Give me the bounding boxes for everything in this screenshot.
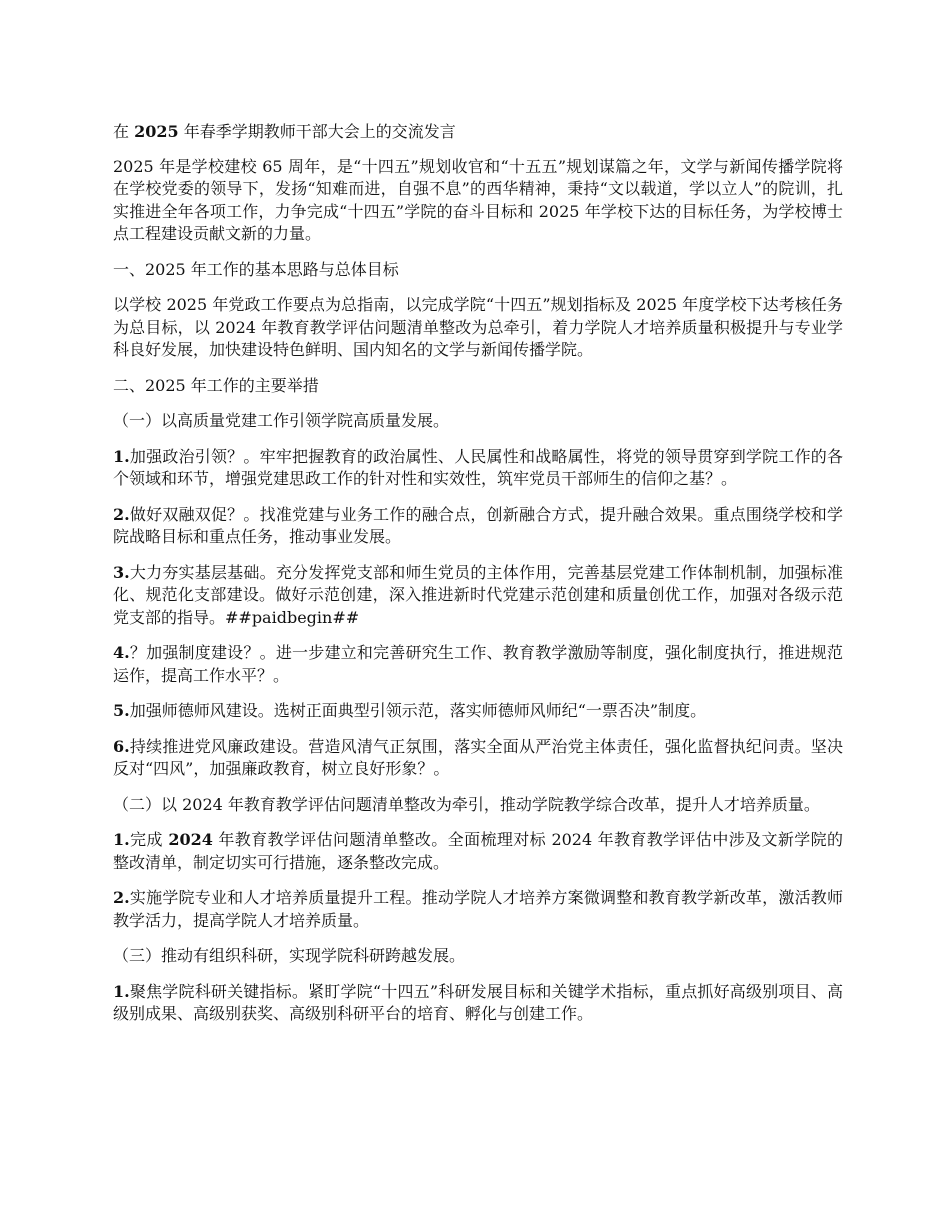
item-bold-year: 2024 bbox=[168, 830, 213, 849]
item-number: 2. bbox=[113, 504, 130, 524]
section1-body: 以学校 2025 年党政工作要点为总指南，以完成学院“十四五”规划指标及 2025 年度学校下达考核任务为总目标，以 2024 年教育教学评估问题清单整改为总牵引，着力学院人才培养质量积极提升与专业学科良好发展，加快建设特色鲜明、国内知名的文学与新闻传播学院。 bbox=[113, 295, 843, 359]
sub1-item-4: 4.？加强制度建设？。进一步建立和完善研究生工作、教育教学激励等制度，强化制度执行，推进规范运作，提高工作水平？。 bbox=[113, 643, 843, 685]
sub1-item-5: 5.加强师德师风建设。选树正面典型引领示范，落实师德师风师纪“一票否决”制度。 bbox=[113, 701, 707, 720]
sub3-heading: （三）推动有组织科研，实现学院科研跨越发展。 bbox=[113, 946, 466, 965]
item-number: 2. bbox=[113, 888, 130, 907]
item-number: 4. bbox=[113, 643, 130, 662]
title-year: 2025 bbox=[134, 122, 179, 141]
sub1-item-1: 1.加强政治引领？。牢牢把握教育的政治属性、人民属性和战略属性，将党的领导贯穿到学院工作的各个领域和环节，增强党建思政工作的针对性和实效性，筑牢党员干部师生的信仰之基？。 bbox=[113, 446, 843, 488]
item-number: 3. bbox=[113, 562, 130, 582]
sub1-heading: （一）以高质量党建工作引领学院高质量发展。 bbox=[113, 411, 450, 430]
intro-paragraph: 2025 年是学校建校 65 周年，是“十四五”规划收官和“十五五”规划谋篇之年，文学与新闻传播学院将在学校党委的领导下，发扬“知难而进，自强不息”的西华精神，秉持“文以载道，学以立人”的院训，扎实推进全年各项工作，力争完成“十四五”学院的奋斗目标和 2025 年学校下达的目标任务，为学校博士点工程建设贡献文新的力量。 bbox=[113, 156, 843, 243]
item-number: 1. bbox=[113, 830, 130, 849]
section2-heading: 二、2025 年工作的主要举措 bbox=[113, 375, 319, 395]
item-number: 1. bbox=[113, 446, 130, 466]
document-body bbox=[113, 121, 843, 1039]
sub3-item-1: 1.聚焦学院科研关键指标。紧盯学院“十四五”科研发展目标和关键学术指标，重点抓好高级别项目、高级别成果、高级别获奖、高级别科研平台的培育、孵化与创建工作。 bbox=[113, 981, 843, 1023]
section1-heading: 一、2025 年工作的基本思路与总体目标 bbox=[113, 259, 399, 279]
item-number: 5. bbox=[113, 701, 130, 720]
sub2-item-2: 2.实施学院专业和人才培养质量提升工程。推动学院人才培养方案微调整和教育教学新改革，激活教师教学活力，提高学院人才培养质量。 bbox=[113, 888, 843, 930]
item-number: 6. bbox=[113, 736, 130, 756]
item-number: 1. bbox=[113, 981, 130, 1001]
sub2-heading: （二）以 2024 年教育教学评估问题清单整改为牵引，推动学院教学综合改革，提升人才培养质量。 bbox=[113, 794, 820, 814]
sub1-item-3: 3.大力夯实基层基础。充分发挥党支部和师生党员的主体作用，完善基层党建工作体制机制，加强标准化、规范化支部建设。做好示范创建，深入推进新时代党建示范创建和质量创优工作，加强对各级示范党支部的指导。##paidbegin## bbox=[113, 562, 843, 627]
sub2-item-1: 1.完成 2024 年教育教学评估问题清单整改。全面梳理对标 2024 年教育教学评估中涉及文新学院的整改清单，制定切实可行措施，逐条整改完成。 bbox=[113, 830, 843, 872]
sub1-item-2: 2.做好双融双促？。找准党建与业务工作的融合点，创新融合方式，提升融合效果。重点围绕学校和学院战略目标和重点任务，推动事业发展。 bbox=[113, 504, 843, 546]
sub1-item-6: 6.持续推进党风廉政建设。营造风清气正氛围，落实全面从严治党主体责任，强化监督执纪问责。坚决反对“四风”，加强廉政教育，树立良好形象？。 bbox=[113, 736, 843, 778]
document-title: 在 2025 年春季学期教师干部大会上的交流发言 bbox=[113, 122, 456, 141]
